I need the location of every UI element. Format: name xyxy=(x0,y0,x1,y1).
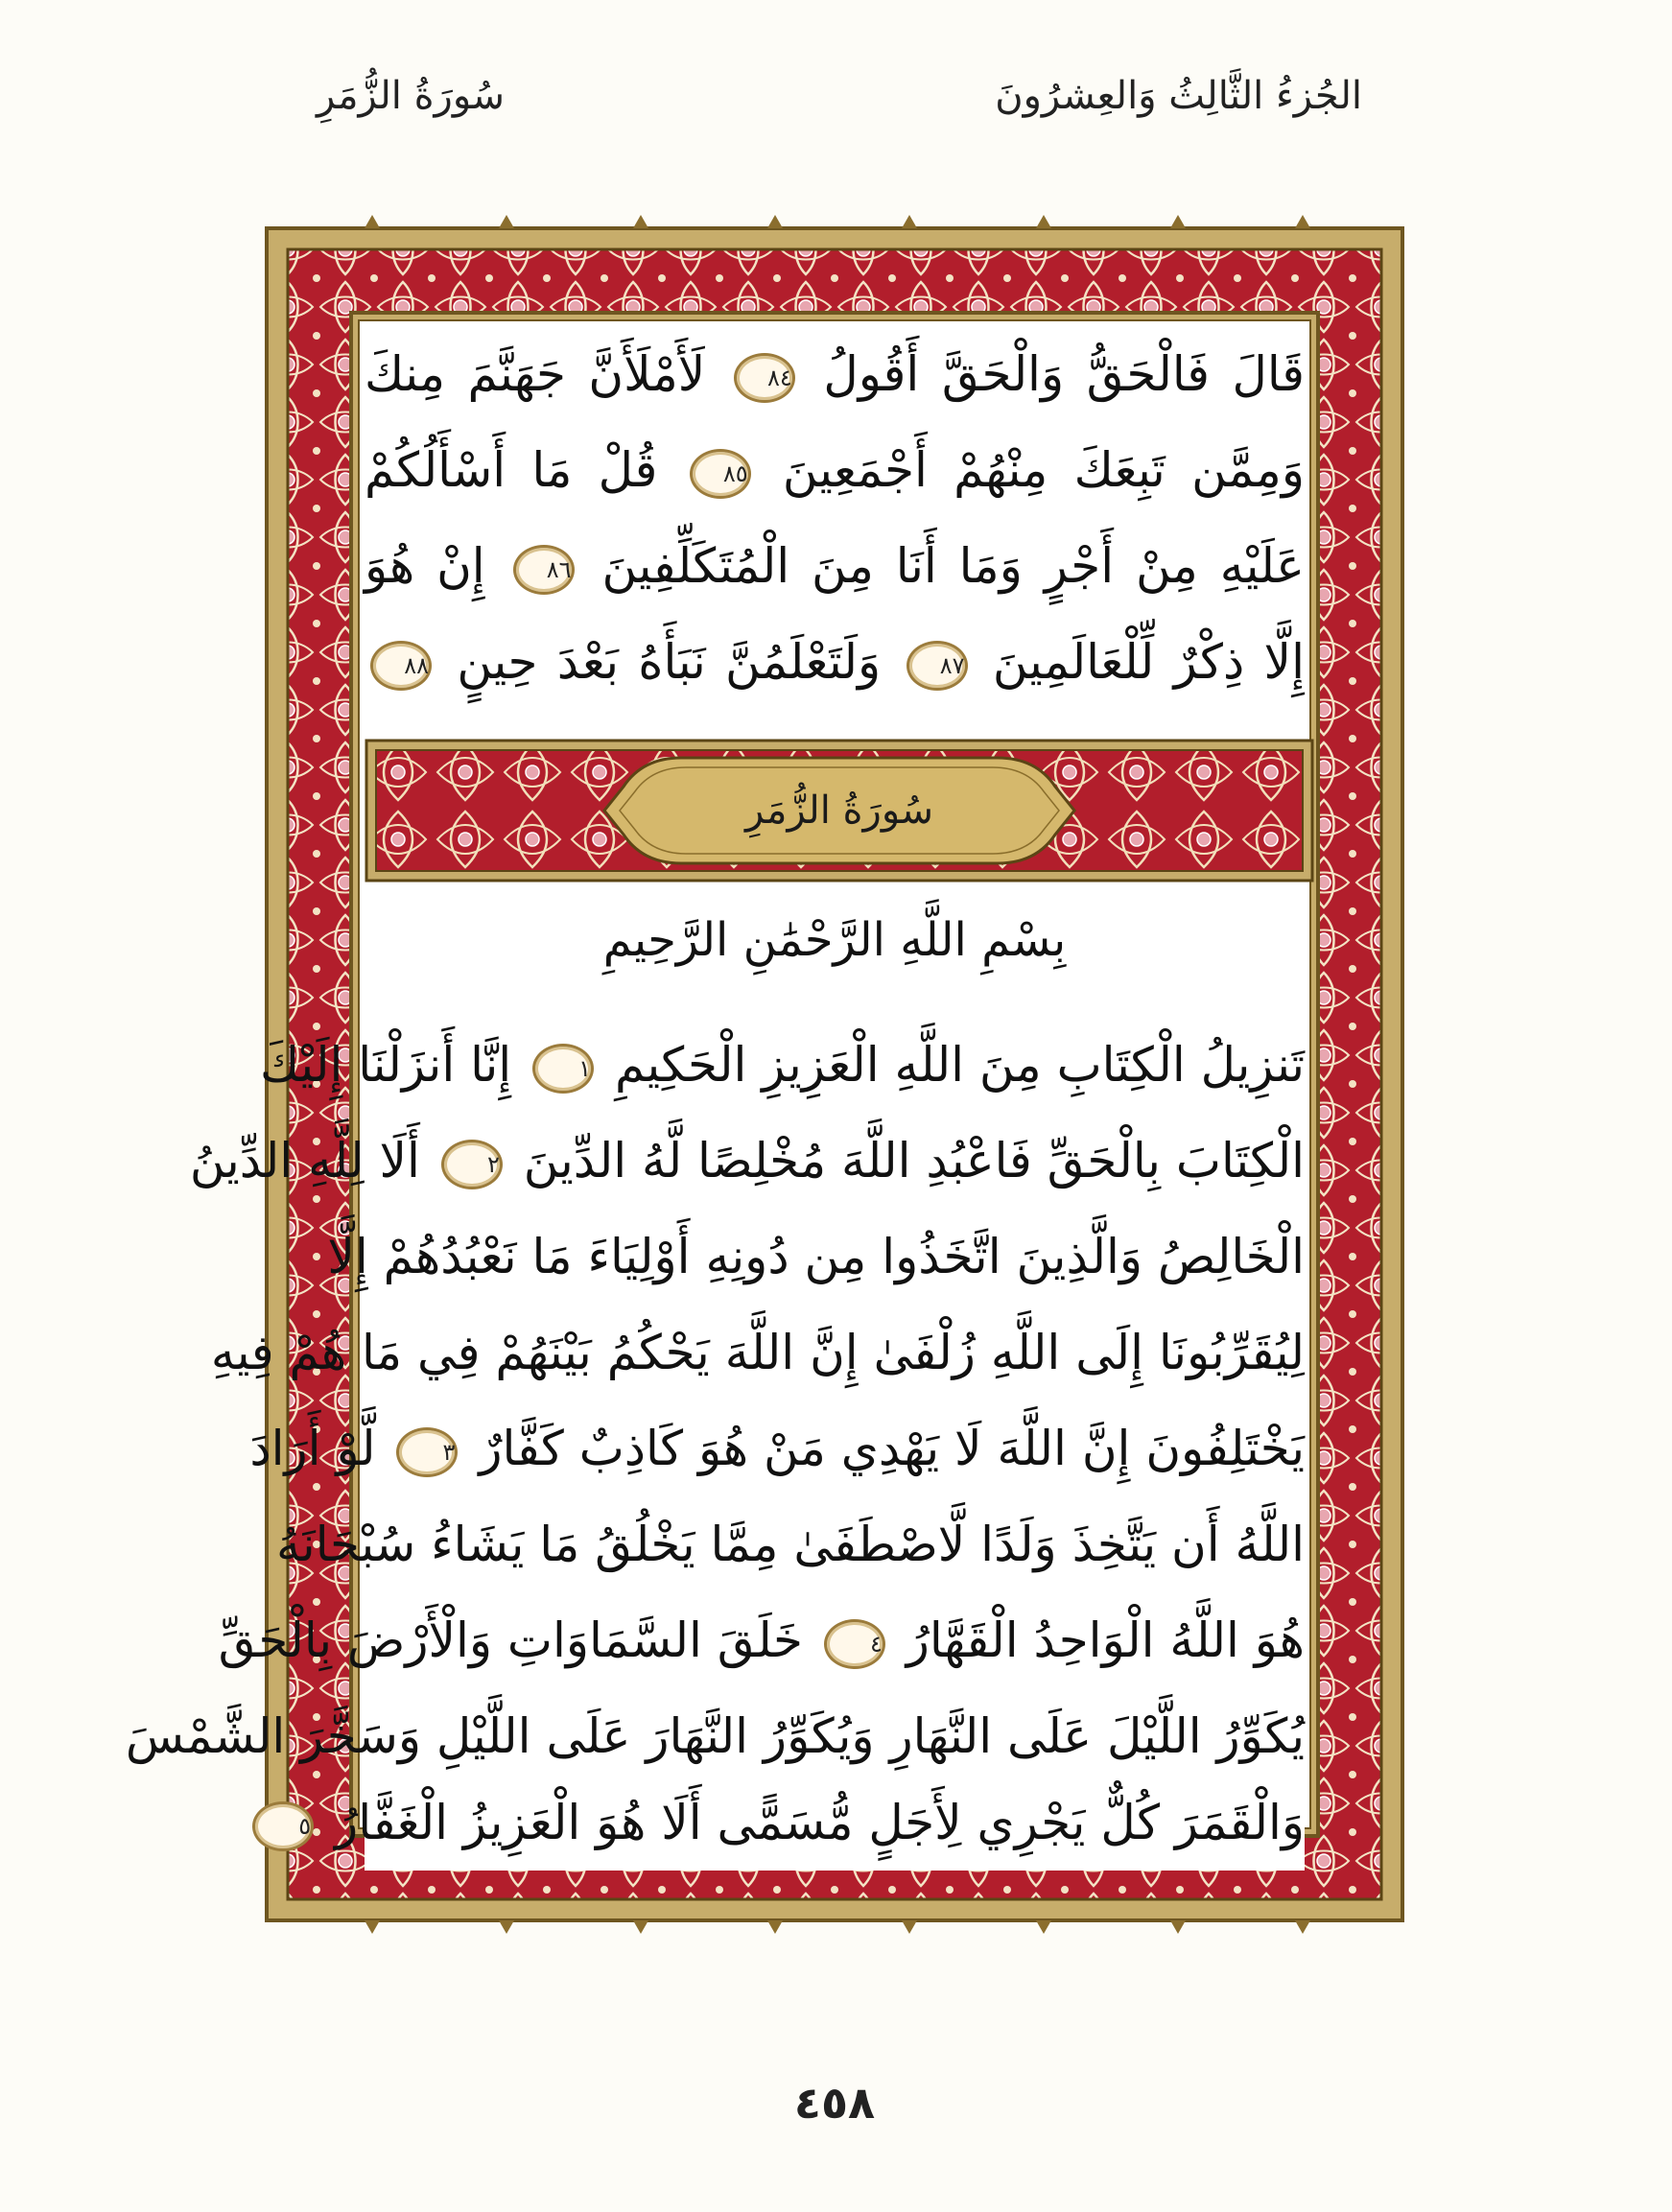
verse-line xyxy=(125,1688,1305,1784)
verse-text: لَّوْ أَرَادَ xyxy=(249,1421,376,1476)
page-number: ٤٥٨ xyxy=(793,2077,876,2129)
ayah-number-marker: ٢ xyxy=(441,1140,503,1189)
basmala: بِسْمِ اللَّهِ الرَّحْمَٰنِ الرَّحِيمِ xyxy=(602,913,1067,967)
verse-text: هُوَ اللَّهُ الْوَاحِدُ الْقَهَّارُ xyxy=(906,1612,1305,1668)
verse-text: وَمِمَّن تَبِعَكَ مِنْهُمْ أَجْمَعِينَ xyxy=(782,442,1305,498)
verse-text: تَنزِيلُ الْكِتَابِ مِنَ اللَّهِ الْعَزِيزِ الْحَكِيمِ xyxy=(614,1037,1305,1093)
verse-line xyxy=(260,1017,1305,1113)
verse-text: خَلَقَ السَّمَاوَاتِ وَالْأَرْضَ بِالْحَقِّ xyxy=(218,1612,803,1668)
ayah-number-marker: ٨٤ xyxy=(734,353,795,403)
surah-header-label: سُورَةُ الزُّمَرِ xyxy=(317,74,506,118)
verse-line xyxy=(365,614,1305,710)
verse-line xyxy=(365,326,1305,422)
ayah-number-marker: ٨٨ xyxy=(370,641,432,691)
verse-line xyxy=(365,422,1305,518)
mushaf-text-area xyxy=(125,326,1305,1871)
page-header xyxy=(317,58,1362,134)
verse-text: اللَّهُ أَن يَتَّخِذَ وَلَدًا لَّاصْطَفَىٰ مِمَّا يَخْلُقُ مَا يَشَاءُ سُبْحَانَهُ xyxy=(276,1517,1305,1572)
verse-text: يُكَوِّرُ اللَّيْلَ عَلَى النَّهَارِ وَيُكَوِّرُ النَّهَارَ عَلَى اللَّيْلِ وَسَخَّرَ الشَّمْسَ xyxy=(125,1708,1305,1764)
verse-line xyxy=(189,1113,1305,1209)
verse-text: عَلَيْهِ مِنْ أَجْرٍ وَمَا أَنَا مِنَ الْمُتَكَلِّفِينَ xyxy=(601,538,1305,594)
verse-text: لِيُقَرِّبُونَا إِلَى اللَّهِ زُلْفَىٰ إِنَّ اللَّهَ يَحْكُمُ بَيْنَهُمْ فِي مَا هُمْ فِيهِ xyxy=(210,1325,1305,1380)
verse-line xyxy=(327,1209,1305,1305)
verse-text: الْكِتَابَ بِالْحَقِّ فَاعْبُدِ اللَّهَ مُخْلِصًا لَّهُ الدِّينَ xyxy=(523,1133,1305,1188)
surah-title-banner xyxy=(365,739,1314,882)
verse-text: قُلْ مَا أَسْأَلُكُمْ xyxy=(365,442,658,498)
ayah-number-marker: ١ xyxy=(532,1044,594,1094)
verse-line xyxy=(218,1592,1305,1688)
verse-text: إِنْ هُوَ xyxy=(365,538,485,594)
ayah-number-marker: ٤ xyxy=(824,1619,885,1669)
surah-title: سُورَةُ الزُّمَرِ xyxy=(744,788,934,833)
ayah-number-marker: ٣ xyxy=(396,1427,458,1477)
ayah-number-marker: ٥ xyxy=(252,1801,314,1851)
verse-text: وَلَتَعْلَمُنَّ نَبَأَهُ بَعْدَ حِينٍ xyxy=(457,634,882,690)
verse-text: إِنَّا أَنزَلْنَا إِلَيْكَ xyxy=(260,1037,512,1093)
ayah-number-marker: ٨٧ xyxy=(907,641,968,691)
verse-line xyxy=(298,1775,1305,1871)
verse-line xyxy=(365,518,1305,614)
ayah-number-marker: ٨٥ xyxy=(690,449,751,499)
verse-line xyxy=(276,1496,1305,1592)
verse-text: لَأَمْلَأَنَّ جَهَنَّمَ مِنكَ xyxy=(365,346,706,402)
verse-line xyxy=(210,1305,1305,1400)
verse-text: إِلَّا ذِكْرٌ لِّلْعَالَمِينَ xyxy=(992,634,1305,690)
verse-text: أَلَا لِلَّهِ الدِّينُ xyxy=(189,1133,420,1188)
verse-text: يَخْتَلِفُونَ إِنَّ اللَّهَ لَا يَهْدِي مَنْ هُوَ كَاذِبٌ كَفَّارٌ xyxy=(479,1421,1305,1476)
juz-header-label: الجُزءُ الثَّالِثُ وَالعِشرُونَ xyxy=(995,74,1362,118)
verse-text: قَالَ فَالْحَقُّ وَالْحَقَّ أَقُولُ xyxy=(823,346,1305,402)
verse-text: الْخَالِصُ وَالَّذِينَ اتَّخَذُوا مِن دُونِهِ أَوْلِيَاءَ مَا نَعْبُدُهُمْ إِلَّا xyxy=(327,1229,1305,1284)
verse-line xyxy=(249,1400,1305,1496)
verse-text: وَالْقَمَرَ كُلٌّ يَجْرِي لِأَجَلٍ مُّسَمًّى أَلَا هُوَ الْعَزِيزُ الْغَفَّارُ xyxy=(335,1795,1305,1850)
ayah-number-marker: ٨٦ xyxy=(513,545,575,595)
